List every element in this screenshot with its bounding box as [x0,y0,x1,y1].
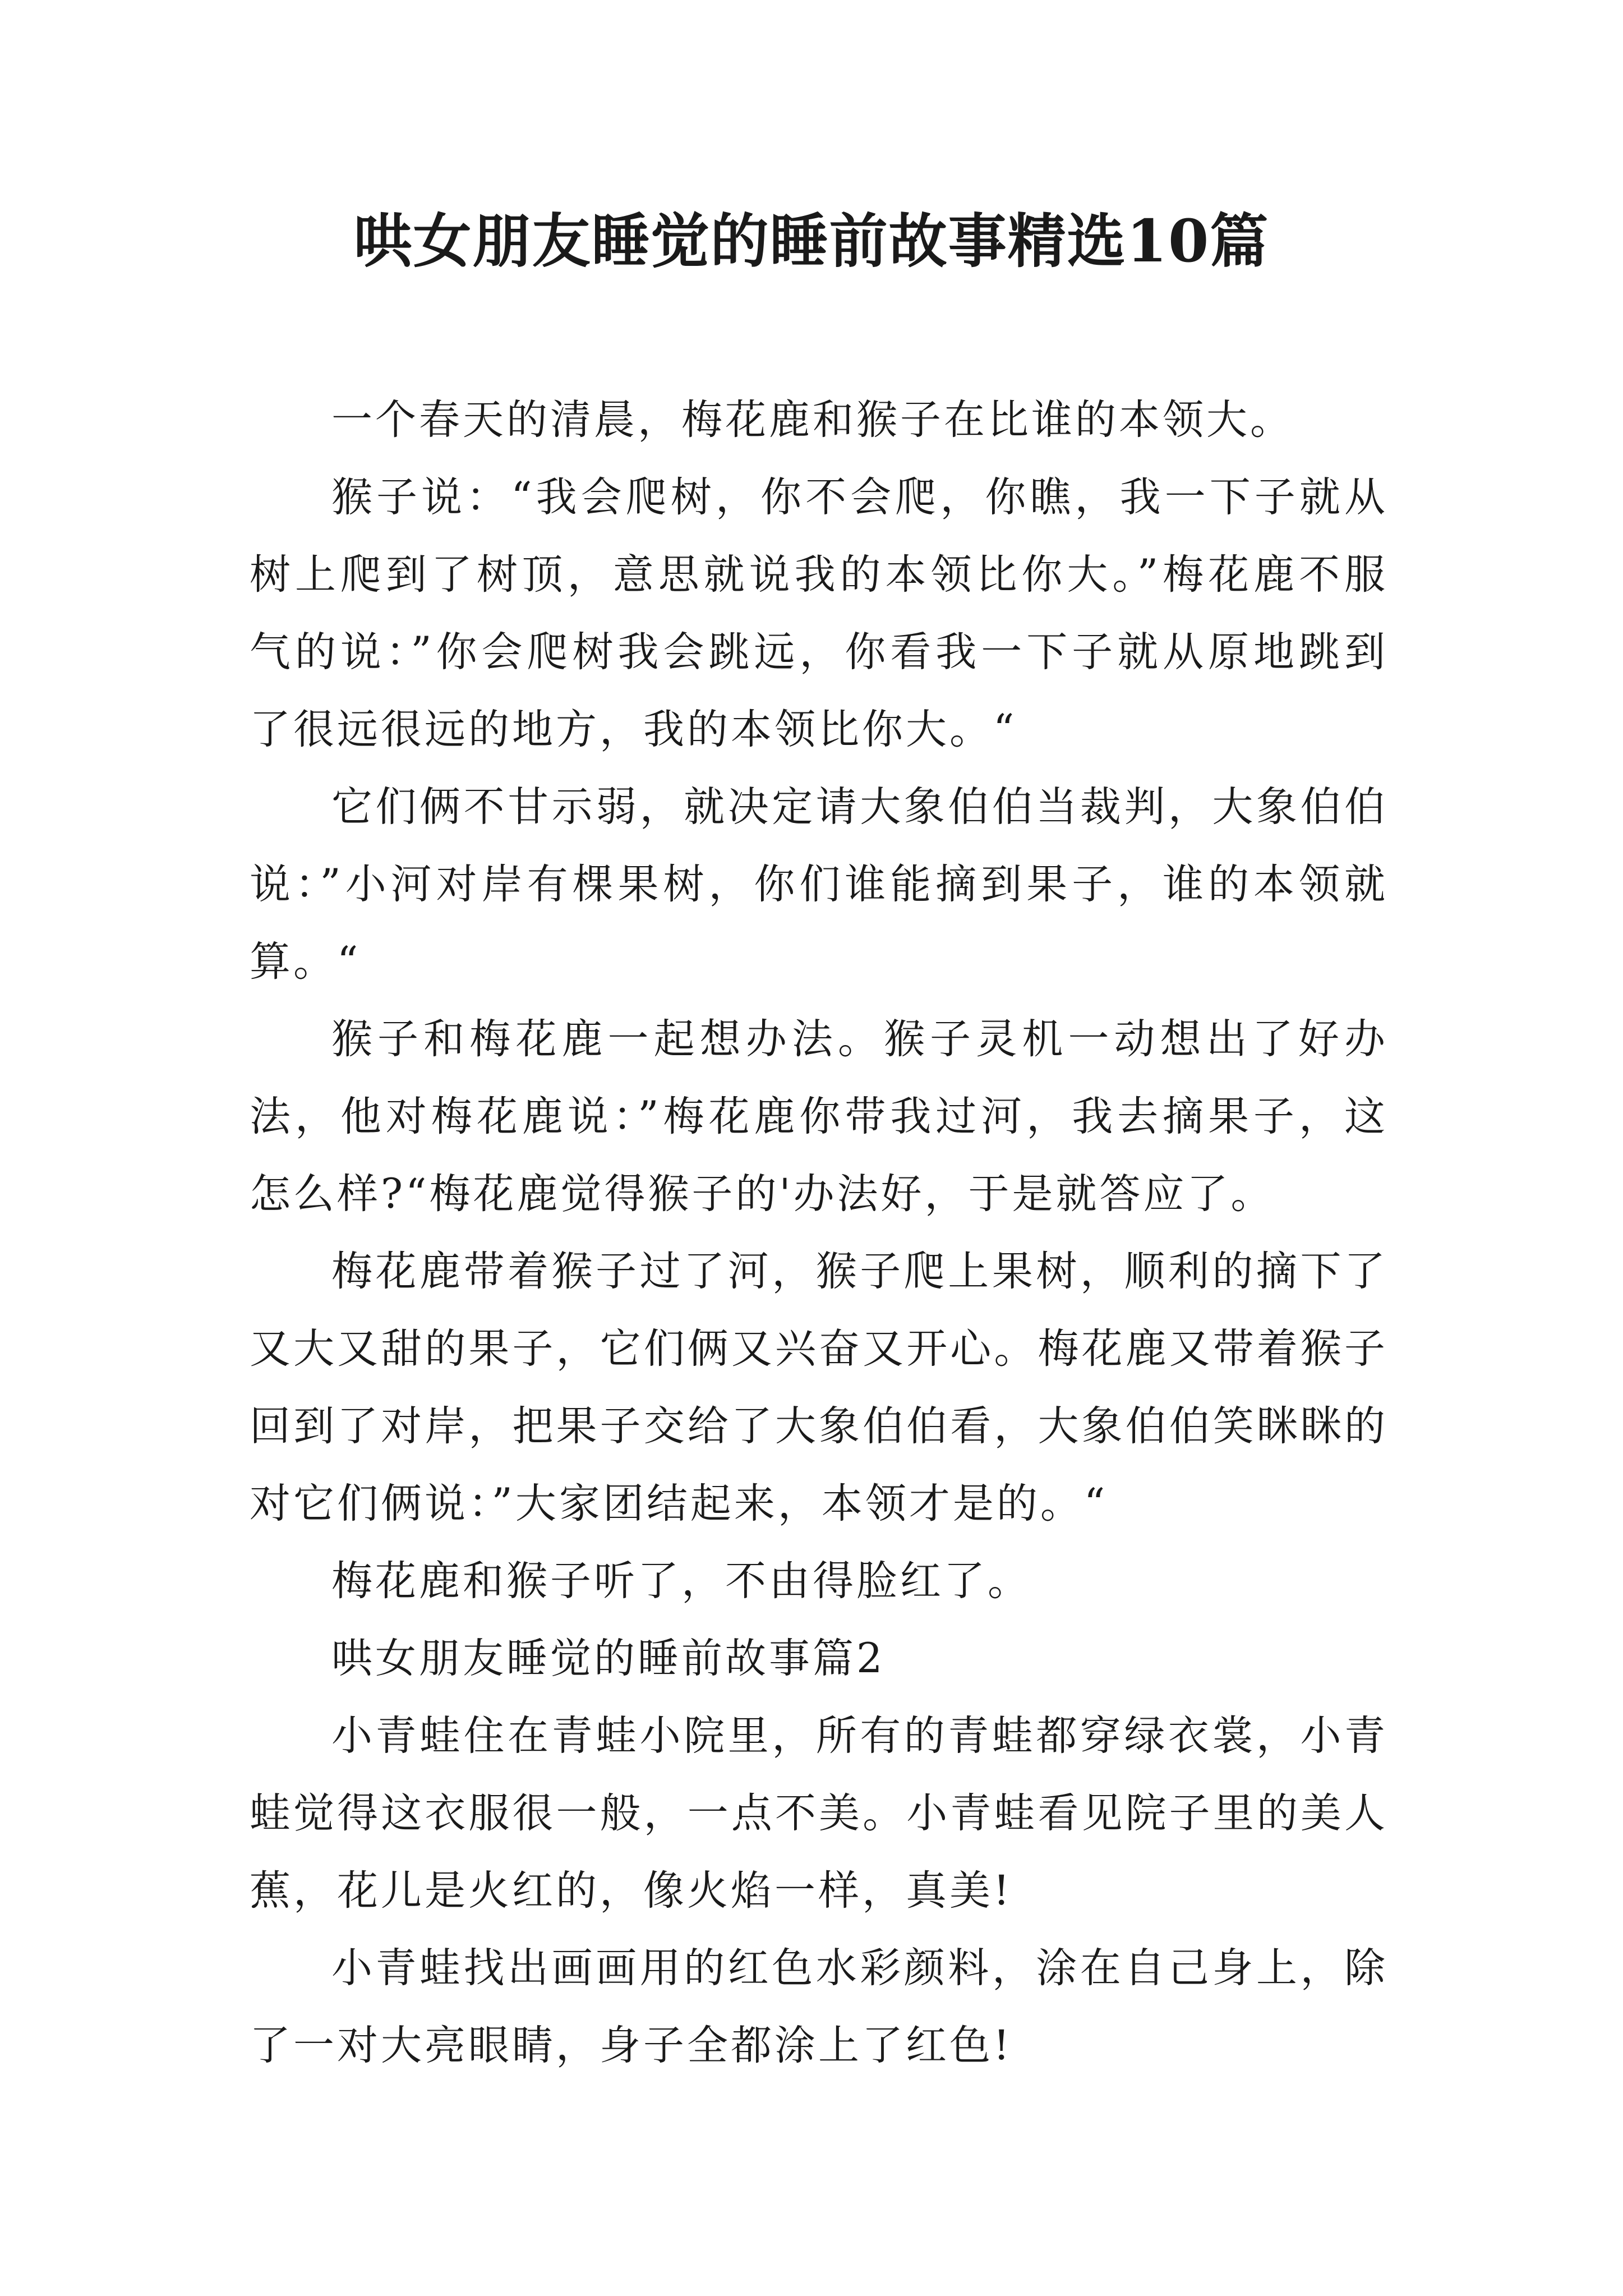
paragraph: 小青蛙找出画画用的红色水彩颜料，涂在自己身上，除了一对大亮眼睛，身子全都涂上了红色! [250,1944,1388,2069]
paragraph: 猴子和梅花鹿一起想办法。猴子灵机一动想出了好办法，他对梅花鹿说：”梅花鹿你带我过河，我去摘果子，这怎么样?“梅花鹿觉得猴子的'办法好，于是就答应了。 [250,1015,1388,1218]
paragraph: 梅花鹿和猴子听了，不由得脸红了。 [331,1557,1031,1605]
document-body [250,381,1388,2085]
paragraph: 一个春天的清晨，梅花鹿和猴子在比谁的本领大。 [331,396,1294,444]
paragraph: 小青蛙住在青蛙小院里，所有的青蛙都穿绿衣裳，小青蛙觉得这衣服很一般，一点不美。小青蛙看见院子里的美人蕉，花儿是火红的，像火焰一样，真美! [250,1712,1388,1915]
paragraph: 梅花鹿带着猴子过了河，猴子爬上果树，顺利的摘下了又大又甜的果子，它们俩又兴奋又开心。梅花鹿又带着猴子回到了对岸，把果子交给了大象伯伯看，大象伯伯笑眯眯的对它们俩说：”大家团结起来，本领才是的。“ [250,1248,1388,1527]
paragraph: 它们俩不甘示弱，就决定请大象伯伯当裁判，大象伯伯说：”小河对岸有棵果树，你们谁能摘到果子，谁的本领就算。“ [250,783,1388,986]
document-title: 哄女朋友睡觉的睡前故事精选10篇 [353,206,1270,275]
paragraph: 猴子说：“我会爬树，你不会爬，你瞧，我一下子就从树上爬到了树顶，意思就说我的本领比你大。”梅花鹿不服气的说：”你会爬树我会跳远，你看我一下子就从原地跳到了很远很远的地方，我的本领比你大。“ [250,473,1388,753]
section-heading: 哄女朋友睡觉的睡前故事篇2 [331,1635,886,1682]
